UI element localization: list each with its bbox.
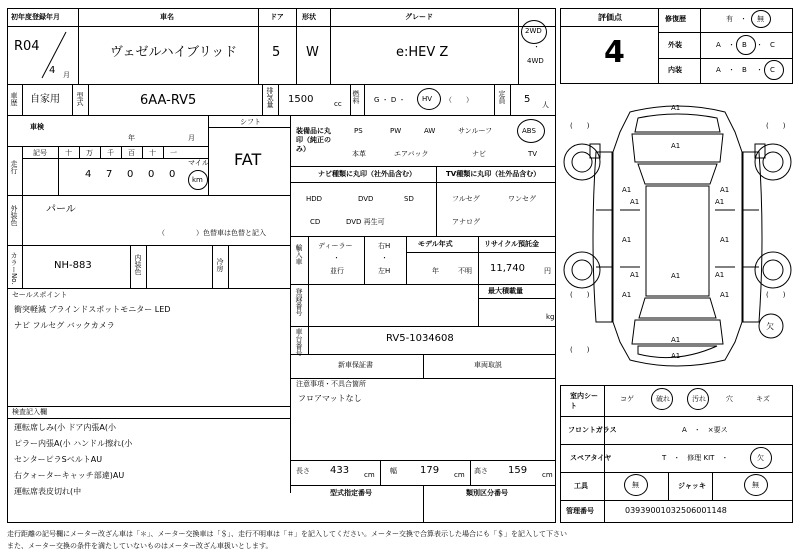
width-unit: cm [454,471,465,479]
equipment-label: 装備品に丸印（純正のみ） [296,127,331,154]
mileage-digit-header: 一 [170,149,177,157]
repair-label: 修復歴 [665,15,686,23]
rating-label: 評価点 [598,13,622,22]
exterior-color-value: パール [46,204,76,215]
type-designation-label: 型式指定番号 [330,489,372,497]
displacement-label: 排気量 [266,87,274,108]
mileage-unit: km [192,176,203,184]
shape-value: W [306,45,319,60]
usage-label: 車歴 [10,92,18,106]
import-left-h: 左H [378,267,391,275]
repair-dot: ・ [740,15,747,23]
inspector-note: 運転席しみ(小 ドア内張A(小 [14,423,117,432]
interior-color-label: 内装色 [134,254,142,275]
fuel-selected: HV [422,95,433,103]
damage-mark: A1 [671,352,681,360]
inspector-note: 右クォーターキャッチ部違)AU [14,471,125,480]
inspector-note: ピラー内張A(小 ハンドル擦れ(小 [14,439,133,448]
recycle-unit: 円 [544,267,551,275]
inspection-year: 年 [128,134,135,142]
damage-mark: A1 [715,271,725,279]
damage-mark: A1 [622,236,632,244]
missing-mark: 欠 [766,322,774,331]
shift-value: FAT [234,150,262,169]
exterior-grade-b: B [742,41,747,49]
notes-label: 注意事項・不具合箇所 [296,380,366,388]
svg-text:( ): ( ) [766,291,786,299]
mileage-digit: 4 [85,169,92,180]
door-header: ドア [270,13,284,21]
shift-label: シフト [240,118,261,126]
drive-2wd: 2WD [525,27,542,35]
interior-dot-2: ・ [756,66,763,74]
tv-oneseg: ワンセグ [508,195,536,203]
sales-point-2: ナビ フルセグ バックカメラ [14,321,115,330]
equipment-item: 本革 [352,150,366,158]
drive-4wd: 4WD [527,57,544,65]
import-label: 輸入車 [295,244,303,265]
door-value: 5 [272,45,281,60]
navi-dvd: DVD [358,195,374,203]
inspector-note: 運転席表皮切れ(中 [14,487,82,496]
exterior-grade-a: A [716,41,721,49]
interior-grade-a: A [716,66,721,74]
import-dot-2: ・ [381,254,388,262]
width-value: 179 [420,465,440,476]
mileage-digit-header: 千 [107,149,114,157]
color-no-label: カラーNo. [10,252,18,285]
capacity-unit: 人 [542,101,549,109]
jack-label: ジャッキ [678,482,706,490]
exterior-label: 外装 [668,41,682,49]
equipment-item: PW [390,127,402,135]
navi-type-label: ナビ種類に丸印（社外品含む） [318,170,416,178]
damage-mark: A1 [720,186,730,194]
interior-label: 内装 [668,66,682,74]
mileage-digit-header: 十 [149,149,156,157]
repair-no: 無 [757,15,764,23]
svg-text:( ): ( ) [570,291,590,299]
record-no-label: 記号 [33,149,47,157]
equipment-item: サンルーフ [458,127,493,135]
footer-line-2: また、メーター交換の条件を満たしていないものはメーター改ざん車扱いとします。 [7,542,273,550]
drive-separator: ・ [533,43,540,51]
seat-option-circle [687,388,709,410]
interior-grade-c: C [770,66,775,74]
exterior-color-label: 外装色 [10,205,18,226]
color-no-value: NH-883 [54,260,92,271]
first-reg-year: R04 [14,39,40,54]
first-reg-month: 4 [49,65,56,76]
mgmt-no-label: 管理番号 [566,507,594,515]
length-unit: cm [364,471,375,479]
chassis-label: 車台番号 [295,328,303,356]
max-load-unit: kg [546,313,555,321]
reg-no-label: 登録番号 [295,288,303,316]
fuel-label: 燃料 [352,90,360,104]
tv-type-label: TV種類に丸印（社外品含む） [446,170,541,178]
exterior-dot-1: ・ [728,41,735,49]
model-label: 型式 [76,92,84,106]
seat-option-circle [651,388,673,410]
import-dot: ・ [333,254,340,262]
damage-mark: A1 [720,291,730,299]
mileage-col-divider [121,146,122,158]
grade-header: グレード [405,13,433,21]
seat-option: キズ [756,395,770,403]
height-unit: cm [542,471,553,479]
tools-label: 工具 [574,482,588,490]
tv-analog: アナログ [452,218,480,226]
fuel-options: G ・ D ・ [374,96,406,104]
notes-value: フロアマットなし [298,394,362,403]
equipment-item: TV [528,150,538,158]
navi-cd: CD [310,218,321,226]
manual-label: 車両取説 [474,361,502,369]
damage-mark: A1 [715,198,725,206]
windshield-label: フロントガラス [568,426,617,434]
seat-option: コゲ [620,395,634,403]
seat-option: 汚れ [692,395,706,403]
equipment-item: エアバック [394,150,429,158]
capacity-value: 5 [524,94,531,105]
equipment-item: ABS [522,127,536,135]
height-label: 高さ [474,467,488,475]
import-dealer: ディーラー [318,242,353,250]
mile-label: マイル [188,159,209,167]
capacity-label: 定員 [498,90,506,104]
inspection-month: 月 [188,134,195,142]
tv-fullseg: フルセグ [452,195,480,203]
mileage-digit: 7 [106,169,113,180]
damage-mark: A1 [720,236,730,244]
length-value: 433 [330,465,350,476]
displacement-value: 1500 [288,94,314,105]
chassis-value: RV5-1034608 [386,333,454,344]
damage-mark: A1 [671,142,681,150]
rating-value: 4 [604,35,625,70]
interior-grade-b: B [742,66,747,74]
navi-sd: SD [404,195,414,203]
mileage-digit-header: 万 [86,149,93,157]
damage-mark: A1 [622,291,632,299]
inspection-label: 車検 [30,123,44,131]
height-value: 159 [508,465,528,476]
model-year-label: モデル年式 [418,240,453,248]
category-label: 類別区分番号 [466,489,508,497]
equipment-item: AW [424,127,436,135]
ac-label: 冷房 [216,258,224,272]
model-year-unknown: 不明 [458,267,472,275]
equipment-item: ナビ [472,150,486,158]
navi-dvd-playback: DVD 再生可 [346,218,385,226]
mileage-col-divider [142,146,143,158]
damage-mark: A1 [630,271,640,279]
model-value: 6AA-RV5 [140,93,197,108]
spare-selected: 欠 [757,454,764,462]
recycle-label: リサイクル預託金 [484,240,540,248]
mileage-digit: 0 [127,169,134,180]
color-change-note: ）色替車は色替と記入 [196,229,266,237]
svg-text:( ): ( ) [570,346,590,354]
mileage-digit: 0 [148,169,155,180]
damage-mark: A1 [630,198,640,206]
spare-options: T ・ 修理 KIT ・ [662,454,729,462]
footer-line-1: 走行距離の記号欄にメーター改ざん車は「＊」、メーター交換車は「＄」、走行不明車は「＃」を記入してください。メーター交換で合算表示した場合にも「＄」を記入して下さい [7,530,567,538]
tools-selected: 無 [632,481,639,489]
damage-mark: A1 [671,336,681,344]
spare-label: スペアタイヤ [570,454,612,462]
svg-text:( ): ( ) [766,122,786,130]
mileage-col-divider [100,146,101,158]
mileage-digit-header: 百 [128,149,135,157]
damage-mark: A1 [671,104,681,112]
exterior-grade-c: C [770,41,775,49]
inspector-note: センターピラSベルトAU [14,455,103,464]
jack-selected: 無 [752,481,759,489]
interior-dot-1: ・ [728,66,735,74]
mileage-col-divider [79,146,80,158]
max-load-label: 最大積載量 [488,287,523,295]
abs-circle [517,119,545,143]
shape-header: 形状 [302,13,316,21]
seat-label: 室内シート [570,392,598,410]
first-reg-month-unit: 月 [63,71,70,79]
length-label: 長さ [296,467,310,475]
damage-mark: A1 [622,186,632,194]
car-name-value: ヴェゼルハイブリッド [110,45,238,60]
seat-option: 穴 [726,395,733,403]
usage-value: 自家用 [30,94,60,105]
sales-points-label: セールスポイント [12,291,68,299]
mileage-digit: 0 [169,169,176,180]
mgmt-no-value: 03939001032506001148 [625,506,727,515]
width-label: 幅 [390,467,397,475]
car-name-header: 車名 [160,13,174,21]
mileage-label: 走行 [10,160,18,174]
model-year-year: 年 [432,267,439,275]
svg-text:( ): ( ) [570,122,590,130]
first-reg-header: 初年度登録年月 [11,13,60,21]
car-diagram [560,92,795,377]
repair-yes: 有 [726,15,733,23]
equipment-item: PS [354,127,363,135]
recycle-value: 11,740 [490,263,525,274]
import-right-h: 右H [378,242,391,250]
import-parallel: 並行 [330,267,344,275]
mileage-digit-header: 十 [65,149,72,157]
navi-hdd: HDD [306,195,323,203]
displacement-unit: cc [334,100,342,108]
sales-point-1: 衝突軽減 ブラインドスポットモニター LED [14,305,171,314]
warranty-label: 新車保証書 [338,361,373,369]
damage-mark: A1 [671,272,681,280]
windshield-options: A ・ ×要ス [682,426,728,434]
exterior-dot-2: ・ [756,41,763,49]
seat-option: 破れ [656,395,670,403]
color-paren-open: （ [158,229,165,237]
mileage-col-divider [163,146,164,158]
grade-value: e:HEV Z [396,45,449,60]
inspector-notes-label: 検査記入欄 [12,408,47,416]
fuel-paren: （ ） [445,96,473,104]
